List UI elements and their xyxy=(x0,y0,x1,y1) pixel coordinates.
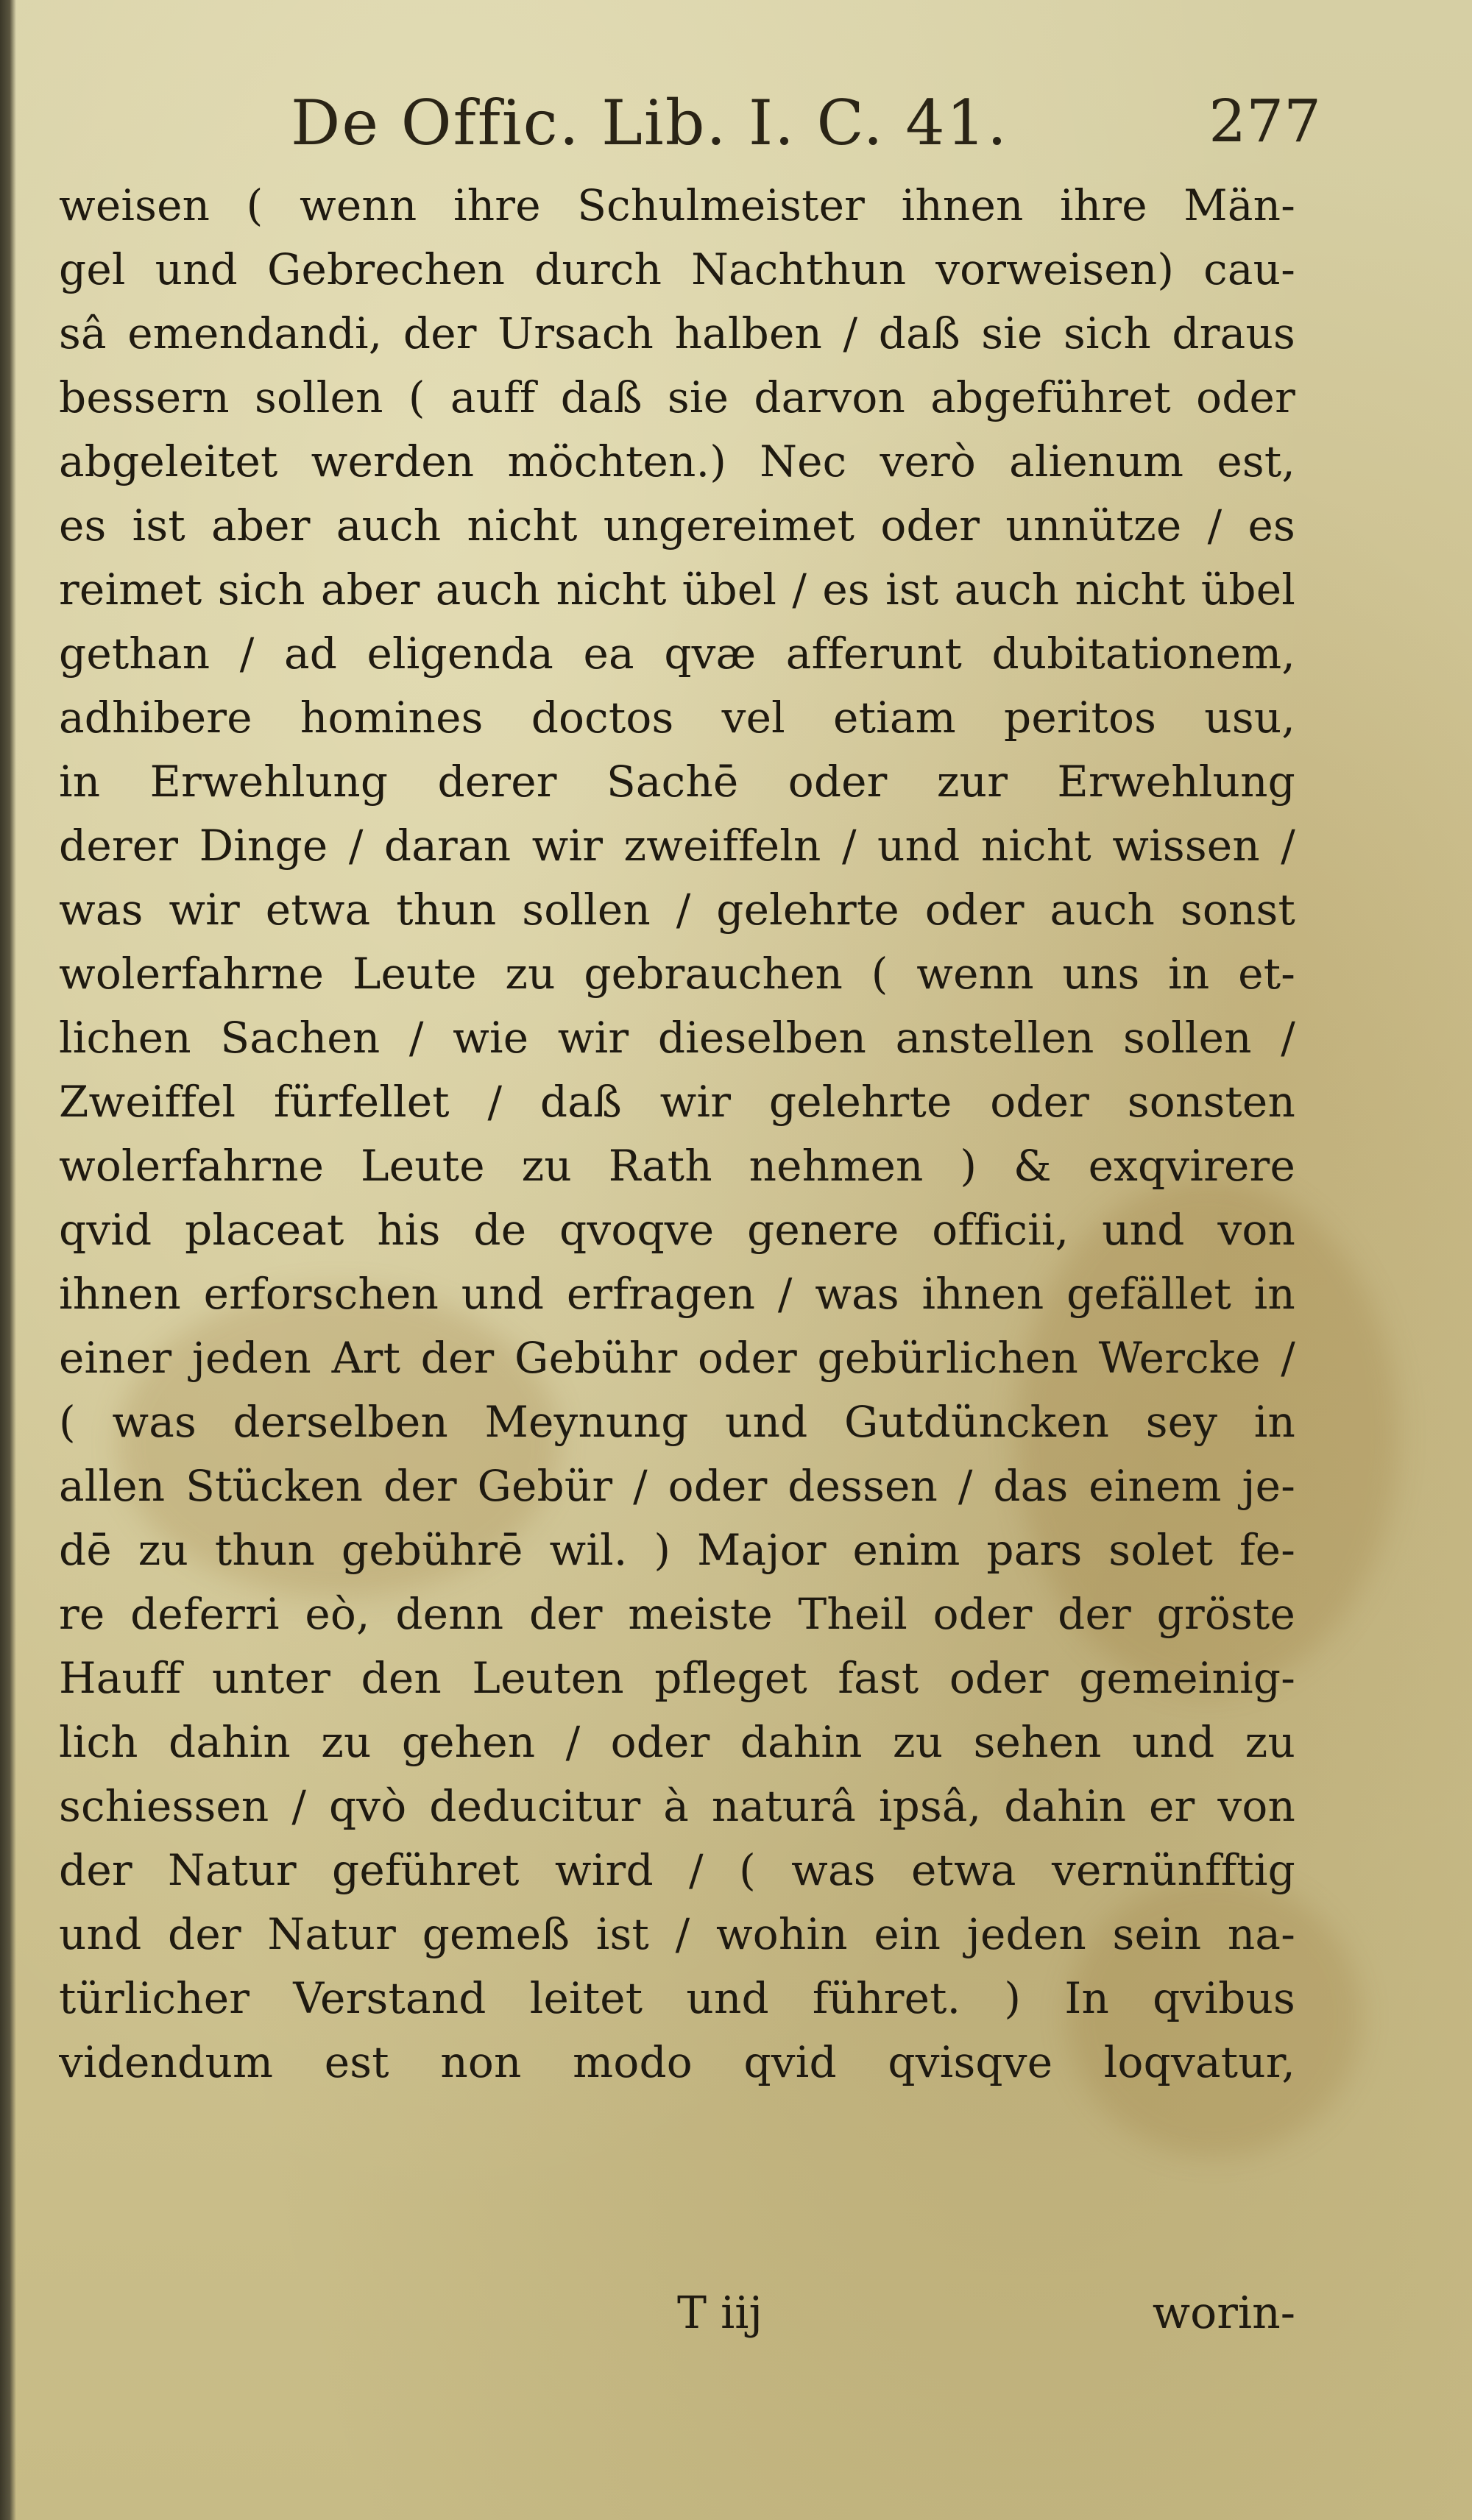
text-line: abgeleitet werden möchten.) Nec verò alienum est, xyxy=(59,436,1295,486)
text-line: gethan / ad eligenda ea qvæ afferunt dubitationem, xyxy=(59,629,1295,679)
text-line: gel und Gebrechen durch Nachthun vorweisen) cau- xyxy=(59,244,1295,294)
text-line: re deferri eò, denn der meiste Theil oder der gröste xyxy=(59,1589,1295,1639)
text-line: weisen ( wenn ihre Schulmeister ihnen ihre Män- xyxy=(59,180,1295,230)
text-line: bessern sollen ( auff daß sie darvon abgeführet oder xyxy=(59,372,1295,422)
text-line: es ist aber auch nicht ungereimet oder unnütze / es xyxy=(59,500,1295,551)
text-line: sâ emendandi, der Ursach halben / daß sie sich draus xyxy=(59,308,1295,358)
page-footer xyxy=(59,2287,1295,2361)
text-line: lich dahin zu gehen / oder dahin zu sehen und zu xyxy=(59,1717,1295,1767)
text-line: dē zu thun gebührē wil. ) Major enim pars solet fe- xyxy=(59,1525,1295,1575)
page-gutter-edge xyxy=(0,0,16,2520)
text-line: ihnen erforschen und erfragen / was ihnen gefället in xyxy=(59,1269,1295,1319)
text-line: in Erwehlung derer Sachē oder zur Erwehlung xyxy=(59,757,1295,807)
signature-mark: T iij xyxy=(677,2287,763,2339)
running-head: De Offic. Lib. I. C. 41. xyxy=(291,87,1008,159)
page-header xyxy=(291,87,1321,168)
text-line: derer Dinge / daran wir zweiffeln / und nicht wissen / xyxy=(59,821,1295,871)
text-line: was wir etwa thun sollen / gelehrte oder auch sonst xyxy=(59,885,1295,935)
text-line: einer jeden Art der Gebühr oder gebürlichen Wercke / xyxy=(59,1333,1295,1383)
text-line: lichen Sachen / wie wir dieselben anstellen sollen / xyxy=(59,1013,1295,1063)
text-line: Zweiffel fürfellet / daß wir gelehrte oder sonsten xyxy=(59,1077,1295,1127)
text-line: Hauff unter den Leuten pfleget fast oder gemeinig- xyxy=(59,1653,1295,1703)
text-line: wolerfahrne Leute zu gebrauchen ( wenn uns in et- xyxy=(59,949,1295,999)
text-line: adhibere homines doctos vel etiam peritos usu, xyxy=(59,693,1295,743)
page-number: 277 xyxy=(1209,87,1321,155)
text-line: wolerfahrne Leute zu Rath nehmen ) & exqvirere xyxy=(59,1141,1295,1191)
body-text xyxy=(59,174,1295,2095)
text-line: reimet sich aber auch nicht übel / es ist auch nicht übel xyxy=(59,564,1295,615)
text-line: qvid placeat his de qvoqve genere officii, und von xyxy=(59,1205,1295,1255)
text-line: und der Natur gemeß ist / wohin ein jeden sein na- xyxy=(59,1909,1295,1959)
text-line: ( was derselben Meynung und Gutdüncken sey in xyxy=(59,1397,1295,1447)
text-line: türlicher Verstand leitet und führet. ) In qvibus xyxy=(59,1973,1295,2023)
text-line: der Natur geführet wird / ( was etwa vernünfftig xyxy=(59,1845,1295,1895)
text-line: schiessen / qvò deducitur à naturâ ipsâ, dahin er von xyxy=(59,1781,1295,1831)
text-line: allen Stücken der Gebür / oder dessen / das einem je- xyxy=(59,1461,1295,1511)
text-line: videndum est non modo qvid qvisqve loqvatur, xyxy=(59,2037,1295,2087)
catchword: worin- xyxy=(1152,2287,1295,2339)
